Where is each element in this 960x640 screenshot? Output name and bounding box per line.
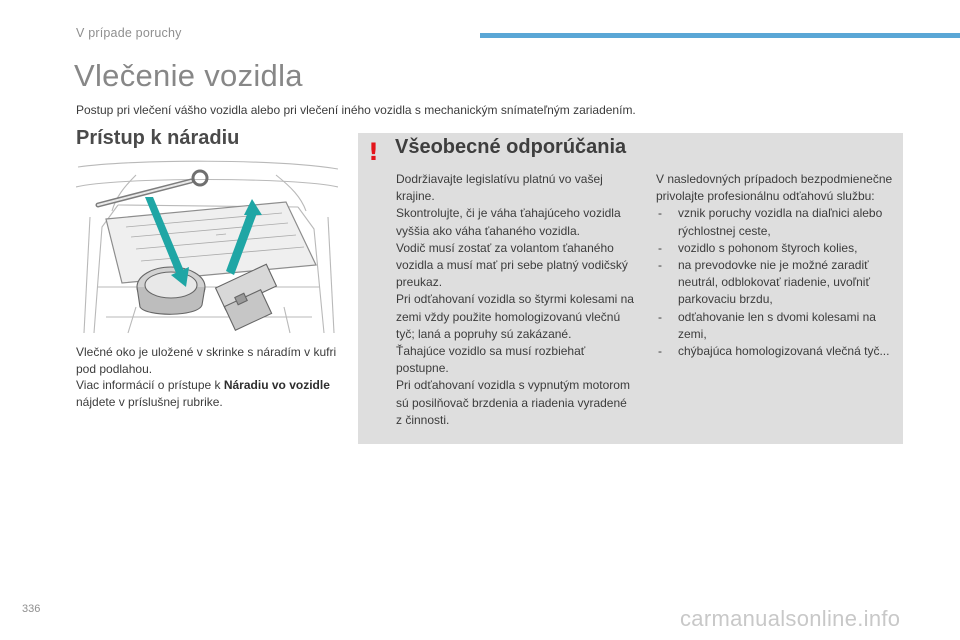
list-item — [656, 343, 896, 360]
list-item-text: na prevodovke nie je možné zaradiť neutrál, odblokovať riadenie, uvoľniť parkovaciu brzdu, — [678, 258, 870, 307]
access-heading: Prístup k náradiu — [76, 127, 240, 149]
bullet-marker: - — [658, 309, 662, 324]
access-text-1: Vlečné oko je uložené v skrinke s náradím v kufri pod podlahou. — [76, 345, 337, 376]
general-left-column — [396, 171, 636, 429]
access-text-3: nájdete v príslušnej rubrike. — [76, 394, 223, 409]
access-description — [76, 344, 338, 410]
general-right-column — [656, 171, 896, 360]
paragraph: Dodržiavajte legislatívu platnú vo vašej krajine. — [396, 172, 603, 204]
list-item-text: chýbajúca homologizovaná vlečná tyč... — [678, 344, 890, 359]
paragraph: Pri odťahovaní vozidla so štyrmi kolesami na zemi vždy použite homologizovanú vlečnú tyč; laná a popruhy sú zakázané. — [396, 292, 634, 341]
general-heading: Všeobecné odporúčania — [395, 136, 627, 158]
paragraph: Skontrolujte, či je váha ťahajúceho vozidla vyššia ako váha ťahaného vozidla. — [396, 206, 621, 238]
list-item-text: vznik poruchy vozidla na diaľnici alebo rýchlostnej ceste, — [678, 206, 883, 238]
list-item — [656, 309, 896, 343]
paragraph: Pri odťahovaní vozidla s vypnutým motorom sú posilňovač brzdenia a riadenia vyradené z činnosti. — [396, 378, 630, 427]
bullet-marker: - — [658, 344, 662, 359]
list-item-text: vozidlo s pohonom štyroch kolies, — [678, 240, 858, 255]
intro-text: Postup pri vlečení vášho vozidla alebo pri vlečení iného vozidla s mechanickým snímateľným zariadením. — [76, 103, 636, 117]
list-item — [656, 240, 896, 257]
watermark: carmanualsonline.info — [680, 606, 901, 631]
tow-service-list — [656, 205, 896, 360]
list-item — [656, 205, 896, 239]
paragraph: Ťahajúce vozidlo sa musí rozbiehať postupne. — [396, 344, 586, 376]
access-text-2: Viac informácií o prístupe k — [76, 378, 224, 392]
tools-reference-link: Náradiu vo vozidle — [223, 378, 330, 392]
page-number: 336 — [22, 603, 41, 615]
list-item-text: odťahovanie len s dvomi kolesami na zemi, — [678, 309, 876, 341]
bullet-marker: - — [658, 258, 662, 273]
list-item — [656, 257, 896, 309]
header-accent-bar — [480, 33, 960, 38]
right-intro: V nasledovných prípadoch bezpodmienečne privolajte profesionálnu odťahovú službu: — [656, 172, 893, 204]
trunk-tool-storage-illustration — [76, 157, 338, 334]
page-title: Vlečenie vozidla — [74, 58, 303, 93]
bullet-marker: - — [658, 240, 662, 255]
paragraph: Vodič musí zostať za volantom ťahaného vozidla a musí mať pri sebe platný vodičský preukaz. — [396, 240, 628, 290]
section-label: V prípade poruchy — [76, 26, 182, 40]
bullet-marker: - — [658, 206, 662, 221]
warning-icon: ! — [368, 138, 379, 166]
